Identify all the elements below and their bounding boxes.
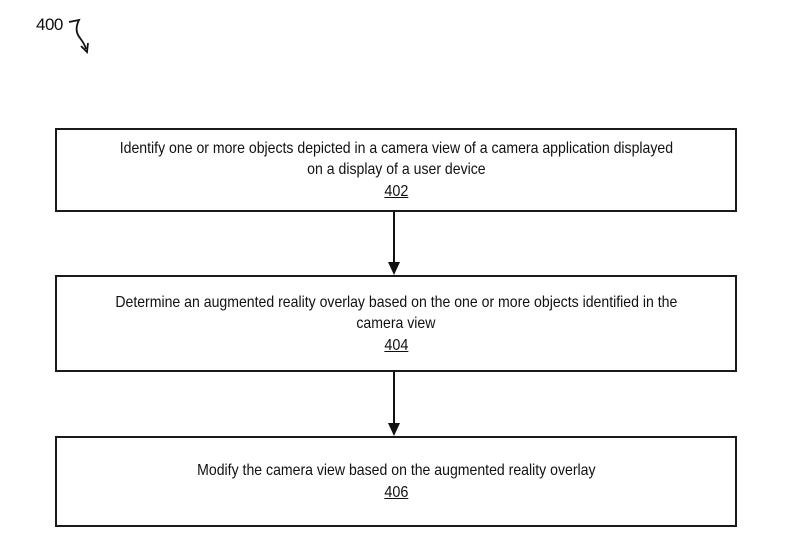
arrow-402-to-404 bbox=[388, 212, 400, 275]
step-402-line-2: on a display of a user device bbox=[306, 161, 486, 178]
figure-label: 400 bbox=[36, 15, 63, 34]
arrow-404-to-406 bbox=[388, 372, 400, 436]
step-402-ref: 402 bbox=[383, 183, 409, 200]
step-404-line-1: Determine an augmented reality overlay based on the one or more objects identified in the bbox=[115, 293, 677, 311]
step-406-ref: 406 bbox=[383, 484, 409, 501]
step-404-line-2: camera view bbox=[356, 314, 436, 332]
step-406-line-1: Modify the camera view based on the augmented reality overlay bbox=[196, 462, 596, 479]
step-402-line-1: Identify one or more objects depicted in a camera view of a camera application displayed bbox=[119, 140, 673, 157]
step-404-ref: 404 bbox=[383, 336, 409, 354]
